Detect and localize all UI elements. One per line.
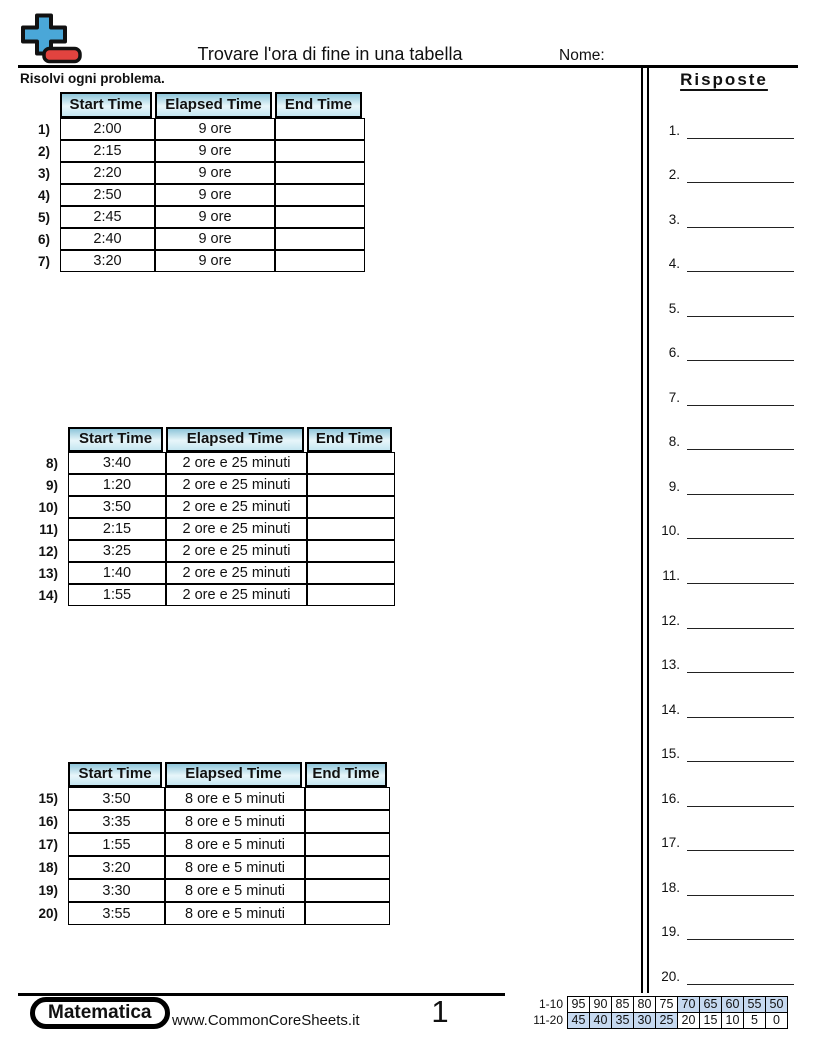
answer-blank[interactable]: [687, 217, 794, 228]
end-time-cell[interactable]: [307, 540, 395, 562]
brand-badge: [30, 997, 170, 1029]
score-cell: 60: [721, 996, 744, 1013]
start-time-cell: 2:20: [60, 162, 155, 184]
page-number: 1: [431, 994, 449, 1029]
score-cell: 45: [567, 1012, 590, 1029]
table-row: [24, 833, 390, 856]
answer-blank[interactable]: [687, 707, 794, 718]
table-header-row: [68, 762, 390, 787]
table-row: [16, 206, 365, 228]
answer-row: [650, 940, 798, 985]
start-time-cell: 2:50: [60, 184, 155, 206]
answer-row: [650, 183, 798, 228]
score-cell: 10: [721, 1012, 744, 1029]
table-row: [24, 584, 395, 606]
answer-blank[interactable]: [687, 929, 794, 940]
end-time-cell[interactable]: [307, 562, 395, 584]
end-time-cell[interactable]: [307, 496, 395, 518]
answer-number: 19.: [661, 924, 680, 940]
score-cell: 5: [743, 1012, 766, 1029]
answer-blank[interactable]: [687, 528, 794, 539]
answer-row: [650, 673, 798, 718]
elapsed-time-cell: 2 ore e 25 minuti: [166, 562, 307, 584]
website-url: www.CommonCoreSheets.it: [172, 1012, 360, 1029]
elapsed-time-cell: 9 ore: [155, 228, 275, 250]
start-time-header: Start Time: [60, 92, 152, 118]
start-time-cell: 3:30: [68, 879, 165, 902]
problem-table-3: [24, 762, 390, 925]
table-row: [24, 474, 395, 496]
end-time-cell[interactable]: [307, 474, 395, 496]
elapsed-time-header: Elapsed Time: [165, 762, 302, 787]
answer-number: 18.: [661, 879, 680, 895]
answer-blank[interactable]: [687, 840, 794, 851]
table-row: [16, 228, 365, 250]
answers-divider: [641, 65, 649, 993]
answer-row: [650, 228, 798, 273]
score-cell: 30: [633, 1012, 656, 1029]
answer-number: 17.: [661, 835, 680, 851]
answer-number: 7.: [668, 389, 680, 405]
answer-blank[interactable]: [687, 395, 794, 406]
elapsed-time-cell: 2 ore e 25 minuti: [166, 496, 307, 518]
score-cell: 90: [589, 996, 612, 1013]
row-number: 3): [37, 165, 50, 181]
elapsed-time-cell: 9 ore: [155, 118, 275, 140]
start-time-header: Start Time: [68, 762, 162, 787]
row-number: 14): [38, 587, 58, 603]
name-label: Nome:: [559, 47, 605, 64]
elapsed-time-cell: 8 ore e 5 minuti: [165, 879, 305, 902]
row-number: 8): [45, 455, 58, 471]
row-number: 5): [37, 209, 50, 225]
start-time-cell: 2:15: [68, 518, 166, 540]
answer-number: 2.: [668, 167, 680, 183]
end-time-cell[interactable]: [305, 879, 390, 902]
answer-row: [650, 807, 798, 852]
start-time-cell: 2:15: [60, 140, 155, 162]
elapsed-time-cell: 8 ore e 5 minuti: [165, 902, 305, 925]
answer-blank[interactable]: [687, 261, 794, 272]
answers-column: [650, 94, 798, 985]
answer-row: [650, 94, 798, 139]
answers-title: Risposte: [680, 70, 768, 89]
table-row: [24, 562, 395, 584]
elapsed-time-cell: 9 ore: [155, 162, 275, 184]
table-row: [24, 496, 395, 518]
answer-row: [650, 406, 798, 451]
page-title: Trovare l'ora di fine in una tabella: [197, 44, 463, 64]
answer-row: [650, 272, 798, 317]
answer-row: [650, 495, 798, 540]
end-time-cell[interactable]: [275, 228, 365, 250]
end-time-cell[interactable]: [305, 856, 390, 879]
start-time-cell: 2:45: [60, 206, 155, 228]
row-number: 17): [38, 837, 58, 852]
table-row: [16, 184, 365, 206]
answer-row: [650, 718, 798, 763]
score-cell: 50: [765, 996, 788, 1013]
answer-blank[interactable]: [687, 662, 794, 673]
start-time-cell: 1:55: [68, 584, 166, 606]
table-header-row: [68, 427, 395, 452]
start-time-cell: 3:40: [68, 452, 166, 474]
row-number: 1): [37, 121, 50, 137]
start-time-cell: 3:55: [68, 902, 165, 925]
end-time-header: End Time: [307, 427, 392, 452]
score-row-label: 1-10: [538, 997, 563, 1011]
start-time-cell: 3:20: [60, 250, 155, 272]
elapsed-time-cell: 8 ore e 5 minuti: [165, 810, 305, 833]
score-cell: 15: [699, 1012, 722, 1029]
answer-row: [650, 539, 798, 584]
score-cell: 55: [743, 996, 766, 1013]
answer-number: 5.: [668, 300, 680, 316]
start-time-cell: 3:25: [68, 540, 166, 562]
elapsed-time-cell: 2 ore e 25 minuti: [166, 584, 307, 606]
answer-row: [650, 762, 798, 807]
answer-number: 8.: [668, 434, 680, 450]
score-row-label: 11-20: [533, 1013, 563, 1027]
score-cell: 95: [567, 996, 590, 1013]
elapsed-time-cell: 9 ore: [155, 206, 275, 228]
answer-row: [650, 896, 798, 941]
answer-number: 9.: [668, 478, 680, 494]
score-table: [525, 996, 788, 1029]
answer-blank[interactable]: [687, 974, 794, 985]
score-cell: 0: [765, 1012, 788, 1029]
end-time-cell[interactable]: [275, 162, 365, 184]
end-time-cell[interactable]: [305, 833, 390, 856]
answer-blank[interactable]: [687, 618, 794, 629]
answer-number: 16.: [661, 790, 680, 806]
answer-number: 13.: [661, 657, 680, 673]
elapsed-time-cell: 8 ore e 5 minuti: [165, 787, 305, 810]
answer-number: 15.: [661, 746, 680, 762]
answer-number: 14.: [661, 701, 680, 717]
table-row: [24, 856, 390, 879]
row-number: 19): [38, 883, 58, 898]
start-time-cell: 3:50: [68, 496, 166, 518]
score-cell: 40: [589, 1012, 612, 1029]
answer-blank[interactable]: [687, 306, 794, 317]
start-time-cell: 2:40: [60, 228, 155, 250]
score-cell: 70: [677, 996, 700, 1013]
elapsed-time-cell: 9 ore: [155, 140, 275, 162]
table-row: [24, 540, 395, 562]
table-row: [24, 787, 390, 810]
answer-row: [650, 584, 798, 629]
header-divider: [18, 65, 798, 68]
row-number: 4): [37, 187, 50, 203]
start-time-cell: 3:50: [68, 787, 165, 810]
elapsed-time-cell: 2 ore e 25 minuti: [166, 474, 307, 496]
brand-label: Matematica: [48, 1002, 152, 1023]
row-number: 7): [37, 253, 50, 269]
answer-blank[interactable]: [687, 751, 794, 762]
problem-table-2: [24, 427, 395, 606]
answer-number: 20.: [661, 968, 680, 984]
elapsed-time-header: Elapsed Time: [166, 427, 304, 452]
row-number: 16): [38, 814, 58, 829]
table-row: [24, 518, 395, 540]
table-row: [16, 140, 365, 162]
answer-row: [650, 851, 798, 896]
row-number: 13): [38, 565, 58, 581]
table-row: [16, 118, 365, 140]
score-cell: 75: [655, 996, 678, 1013]
answer-blank[interactable]: [687, 350, 794, 361]
elapsed-time-cell: 8 ore e 5 minuti: [165, 833, 305, 856]
score-cell: 20: [677, 1012, 700, 1029]
answer-row: [650, 629, 798, 674]
answer-blank[interactable]: [687, 484, 794, 495]
table-row: [16, 162, 365, 184]
score-cell: 25: [655, 1012, 678, 1029]
end-time-cell[interactable]: [307, 452, 395, 474]
answer-number: 10.: [661, 523, 680, 539]
instruction-text: Risolvi ogni problema.: [20, 71, 165, 86]
end-time-cell[interactable]: [305, 810, 390, 833]
answer-number: 11.: [662, 568, 680, 584]
problem-table-1: [16, 92, 365, 272]
end-time-header: End Time: [275, 92, 362, 118]
row-number: 15): [38, 791, 58, 806]
score-cell: 80: [633, 996, 656, 1013]
answer-blank[interactable]: [687, 885, 794, 896]
answer-row: [650, 139, 798, 184]
start-time-cell: 3:35: [68, 810, 165, 833]
elapsed-time-cell: 9 ore: [155, 184, 275, 206]
table-row: [16, 250, 365, 272]
elapsed-time-cell: 9 ore: [155, 250, 275, 272]
answer-row: [650, 361, 798, 406]
end-time-cell[interactable]: [305, 787, 390, 810]
row-number: 12): [38, 543, 58, 559]
answer-blank[interactable]: [687, 573, 794, 584]
row-number: 2): [37, 143, 50, 159]
start-time-header: Start Time: [68, 427, 163, 452]
table-row: [24, 810, 390, 833]
answer-blank[interactable]: [687, 172, 794, 183]
answer-row: [650, 317, 798, 362]
end-time-header: End Time: [305, 762, 387, 787]
answer-blank[interactable]: [687, 128, 794, 139]
end-time-cell[interactable]: [275, 184, 365, 206]
start-time-cell: 1:55: [68, 833, 165, 856]
elapsed-time-cell: 2 ore e 25 minuti: [166, 518, 307, 540]
row-number: 10): [38, 499, 58, 515]
answer-number: 12.: [661, 612, 680, 628]
score-row: [525, 996, 788, 1013]
end-time-cell[interactable]: [307, 584, 395, 606]
score-cell: 35: [611, 1012, 634, 1029]
table-row: [24, 452, 395, 474]
end-time-cell[interactable]: [275, 206, 365, 228]
table-row: [24, 902, 390, 925]
table-header-row: [60, 92, 365, 118]
end-time-cell[interactable]: [275, 118, 365, 140]
elapsed-time-header: Elapsed Time: [155, 92, 272, 118]
start-time-cell: 3:20: [68, 856, 165, 879]
score-cell: 65: [699, 996, 722, 1013]
score-cell: 85: [611, 996, 634, 1013]
elapsed-time-cell: 8 ore e 5 minuti: [165, 856, 305, 879]
answer-blank[interactable]: [687, 439, 794, 450]
answer-number: 6.: [668, 345, 680, 361]
score-row: [525, 1012, 788, 1029]
end-time-cell[interactable]: [275, 250, 365, 272]
row-number: 18): [38, 860, 58, 875]
end-time-cell[interactable]: [305, 902, 390, 925]
end-time-cell[interactable]: [275, 140, 365, 162]
table-row: [24, 879, 390, 902]
end-time-cell[interactable]: [307, 518, 395, 540]
start-time-cell: 1:20: [68, 474, 166, 496]
answer-row: [650, 450, 798, 495]
row-number: 6): [37, 231, 50, 247]
answer-number: 1.: [668, 122, 680, 138]
answer-number: 3.: [668, 211, 680, 227]
answer-blank[interactable]: [687, 796, 794, 807]
row-number: 11): [39, 521, 58, 537]
elapsed-time-cell: 2 ore e 25 minuti: [166, 452, 307, 474]
start-time-cell: 1:40: [68, 562, 166, 584]
elapsed-time-cell: 2 ore e 25 minuti: [166, 540, 307, 562]
row-number: 20): [38, 906, 58, 921]
start-time-cell: 2:00: [60, 118, 155, 140]
answer-number: 4.: [668, 256, 680, 272]
row-number: 9): [45, 477, 58, 493]
